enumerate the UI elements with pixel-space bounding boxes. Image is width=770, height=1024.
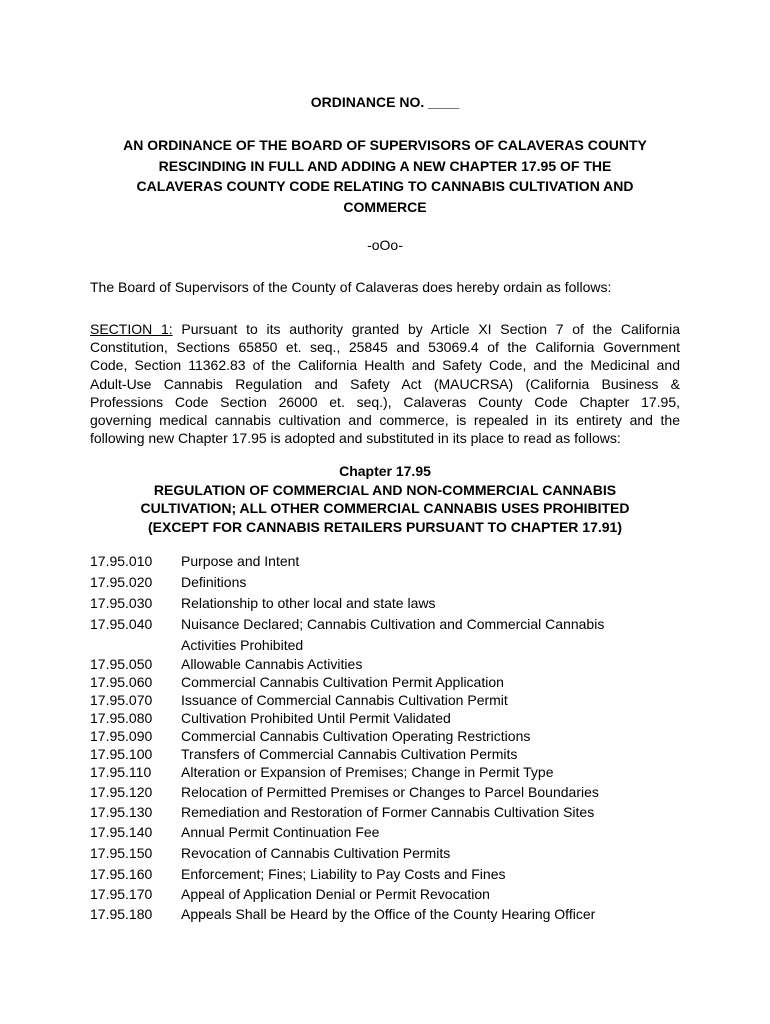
- toc-section-title: Cultivation Prohibited Until Permit Validated: [181, 710, 451, 726]
- ordinance-title-line: CALAVERAS COUNTY CODE RELATING TO CANNABIS CULTIVATION AND: [136, 178, 634, 194]
- chapter-title-line: (EXCEPT FOR CANNABIS RETAILERS PURSUANT TO CHAPTER 17.91): [148, 518, 622, 535]
- toc-section-number: 17.95.020: [90, 574, 153, 590]
- toc-section-title: Nuisance Declared; Cannabis Cultivation and Commercial Cannabis: [181, 616, 605, 632]
- toc-section-number: 17.95.090: [90, 728, 153, 744]
- toc-section-number: 17.95.040: [90, 616, 153, 632]
- ordinance-title-line: AN ORDINANCE OF THE BOARD OF SUPERVISORS OF CALAVERAS COUNTY: [123, 137, 647, 153]
- toc-section-title: Remediation and Restoration of Former Cannabis Cultivation Sites: [181, 804, 595, 820]
- section-1-line: following new Chapter 17.95 is adopted and substituted in its place to read as follows:: [90, 430, 621, 447]
- toc-section-number: 17.95.170: [90, 886, 153, 902]
- toc-section-number: 17.95.010: [90, 553, 153, 569]
- section-1-text: Pursuant to its authority granted by Article XI Section 7 of the California: [172, 321, 680, 337]
- toc-section-number: 17.95.110: [90, 764, 152, 780]
- toc-section-number: 17.95.060: [90, 674, 153, 690]
- toc-section-title: Appeals Shall be Heard by the Office of the County Hearing Officer: [181, 906, 596, 922]
- chapter-title-line: REGULATION OF COMMERCIAL AND NON-COMMERCIAL CANNABIS: [153, 481, 617, 498]
- section-1-line: [90, 320, 680, 338]
- toc-section-title: Issuance of Commercial Cannabis Cultivation Permit: [181, 692, 508, 708]
- section-1-line: Professions Code Section 26000 et. seq.), Calaveras County Code Chapter 17.95,: [90, 393, 680, 410]
- chapter-heading: [0, 462, 770, 536]
- chapter-title-line: CULTIVATION; ALL OTHER COMMERCIAL CANNABIS USES PROHIBITED: [140, 500, 630, 517]
- toc-section-title: Commercial Cannabis Cultivation Operating Restrictions: [181, 728, 531, 744]
- toc-section-title: Relocation of Permitted Premises or Changes to Parcel Boundaries: [181, 784, 599, 800]
- toc-section-title: Relationship to other local and state laws: [181, 595, 436, 611]
- toc-section-title: Appeal of Application Denial or Permit Revocation: [181, 886, 490, 902]
- toc-section-title: Enforcement; Fines; Liability to Pay Costs and Fines: [181, 866, 506, 882]
- ordinance-title-line: COMMERCE: [343, 198, 427, 215]
- toc-section-title: Commercial Cannabis Cultivation Permit Application: [181, 674, 504, 690]
- section-1-line: Adult-Use Cannabis Regulation and Safety Act (MAUCRSA) (California Business &: [90, 375, 680, 392]
- separator: -oOo-: [367, 237, 403, 253]
- toc-section-number: 17.95.100: [90, 746, 153, 762]
- section-1-label: SECTION 1:: [90, 321, 173, 337]
- toc-section-title: Definitions: [181, 574, 247, 590]
- toc-section-number: 17.95.080: [90, 710, 153, 726]
- toc-section-number: 17.95.030: [90, 595, 153, 611]
- toc-section-number: 17.95.130: [90, 804, 153, 820]
- section-1-paragraph: [90, 320, 680, 447]
- toc-section-title: Revocation of Cannabis Cultivation Permits: [181, 845, 451, 861]
- toc-section-title: Activities Prohibited: [181, 637, 304, 653]
- intro-paragraph: The Board of Supervisors of the County of Calaveras does hereby ordain as follows:: [90, 279, 612, 295]
- section-1-line: governing medical cannabis cultivation and commerce, is repealed in its entirety and the: [90, 412, 680, 429]
- toc-section-number: 17.95.150: [90, 845, 153, 861]
- toc-section-number: 17.95.070: [90, 692, 153, 708]
- ordinance-title: [0, 135, 770, 217]
- toc-section-number: 17.95.140: [90, 824, 153, 840]
- toc-section-title: Transfers of Commercial Cannabis Cultivation Permits: [181, 746, 518, 762]
- toc-section-number: 17.95.180: [90, 906, 153, 922]
- toc-section-title: Allowable Cannabis Activities: [181, 656, 363, 672]
- toc-section-number: 17.95.050: [90, 656, 153, 672]
- toc-section-title: Purpose and Intent: [181, 553, 300, 569]
- chapter-number: Chapter 17.95: [339, 463, 431, 479]
- section-1-line: Code, Section 11362.83 of the California Health and Safety Code, and the Medicinal and: [90, 357, 680, 374]
- ordinance-number: ORDINANCE NO. ____: [310, 94, 460, 110]
- toc-section-number: 17.95.120: [90, 784, 153, 800]
- toc-section-title: Alteration or Expansion of Premises; Change in Permit Type: [181, 764, 554, 780]
- section-1-line: Constitution, Sections 65850 et. seq., 25845 and 53069.4 of the California Government: [90, 339, 680, 356]
- ordinance-title-line: RESCINDING IN FULL AND ADDING A NEW CHAPTER 17.95 OF THE: [158, 157, 612, 174]
- toc-section-number: 17.95.160: [90, 866, 153, 882]
- toc-section-title: Annual Permit Continuation Fee: [181, 824, 380, 840]
